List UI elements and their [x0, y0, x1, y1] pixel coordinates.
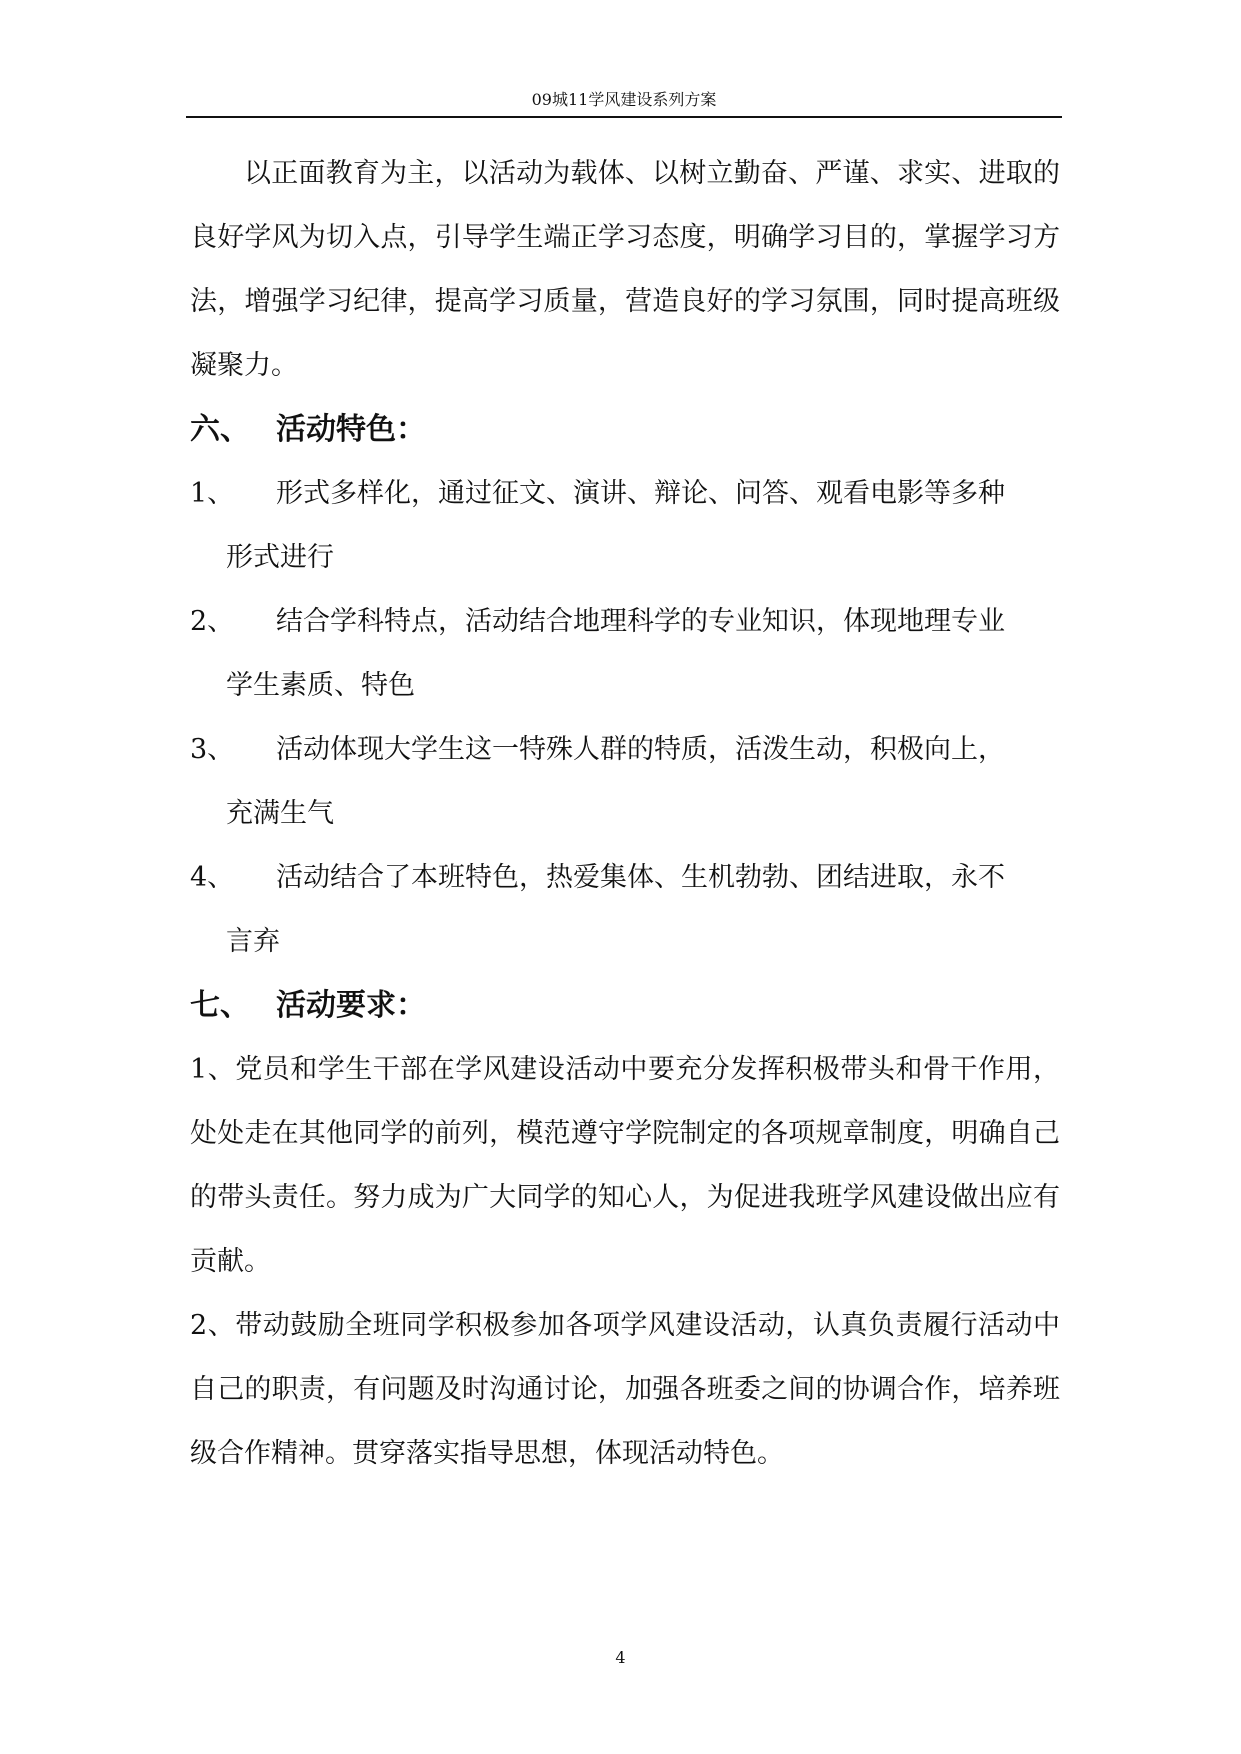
- page-footer: [0, 1648, 1241, 1667]
- list-item-number: 3、: [190, 734, 235, 765]
- section-6-number: 六、: [190, 412, 250, 447]
- list-item-continuation: 充满生气: [226, 798, 334, 829]
- document-body: [190, 142, 1060, 1486]
- intro-paragraph: 以正面教育为主，以活动为载体、以树立勤奋、严谨、求实、进取的良好学风为切入点，引导学生端正学习态度，明确学习目的，掌握学习方法，增强学习纪律，提高学习质量，营造良好的学习氛围，同时提高班级凝聚力。: [190, 158, 1060, 381]
- list-item-continuation: 形式进行: [226, 542, 334, 573]
- list-item-number: 4、: [190, 862, 235, 893]
- list-item-text: 结合学科特点，活动结合地理科学的专业知识，体现地理专业: [276, 606, 1005, 637]
- list-item-continuation: 言弃: [226, 926, 280, 957]
- list-item-text: 形式多样化，通过征文、演讲、辩论、问答、观看电影等多种: [276, 478, 1005, 509]
- list-item: [190, 846, 1060, 974]
- section-7-heading: [190, 974, 1060, 1038]
- section-7-title: 活动要求：: [276, 988, 426, 1023]
- section-6-heading: [190, 398, 1060, 462]
- requirement-paragraph-1: 1、党员和学生干部在学风建设活动中要充分发挥积极带头和骨干作用，处处走在其他同学的前列，模范遵守学院制定的各项规章制度，明确自己的带头责任。努力成为广大同学的知心人，为促进我班学风建设做出应有贡献。: [190, 1054, 1060, 1277]
- list-item: [190, 462, 1060, 590]
- page-number: 4: [615, 1648, 626, 1667]
- page-header: [186, 88, 1062, 118]
- list-item-continuation: 学生素质、特色: [226, 670, 415, 701]
- requirement-paragraph-2: 2、带动鼓励全班同学积极参加各项学风建设活动，认真负责履行活动中自己的职责，有问题及时沟通讨论，加强各班委之间的协调合作，培养班级合作精神。贯穿落实指导思想，体现活动特色。: [190, 1310, 1060, 1469]
- list-item-number: 2、: [190, 606, 235, 637]
- list-item: [190, 718, 1060, 846]
- list-item-number: 1、: [190, 478, 235, 509]
- section-6-title: 活动特色：: [276, 412, 426, 447]
- header-title: 09城11学风建设系列方案: [531, 90, 717, 109]
- section-6-list: [190, 462, 1060, 974]
- list-item: [190, 590, 1060, 718]
- section-7-number: 七、: [190, 988, 250, 1023]
- list-item-text: 活动结合了本班特色，热爱集体、生机勃勃、团结进取，永不: [276, 862, 1005, 893]
- list-item-text: 活动体现大学生这一特殊人群的特质，活泼生动，积极向上，: [276, 734, 1005, 765]
